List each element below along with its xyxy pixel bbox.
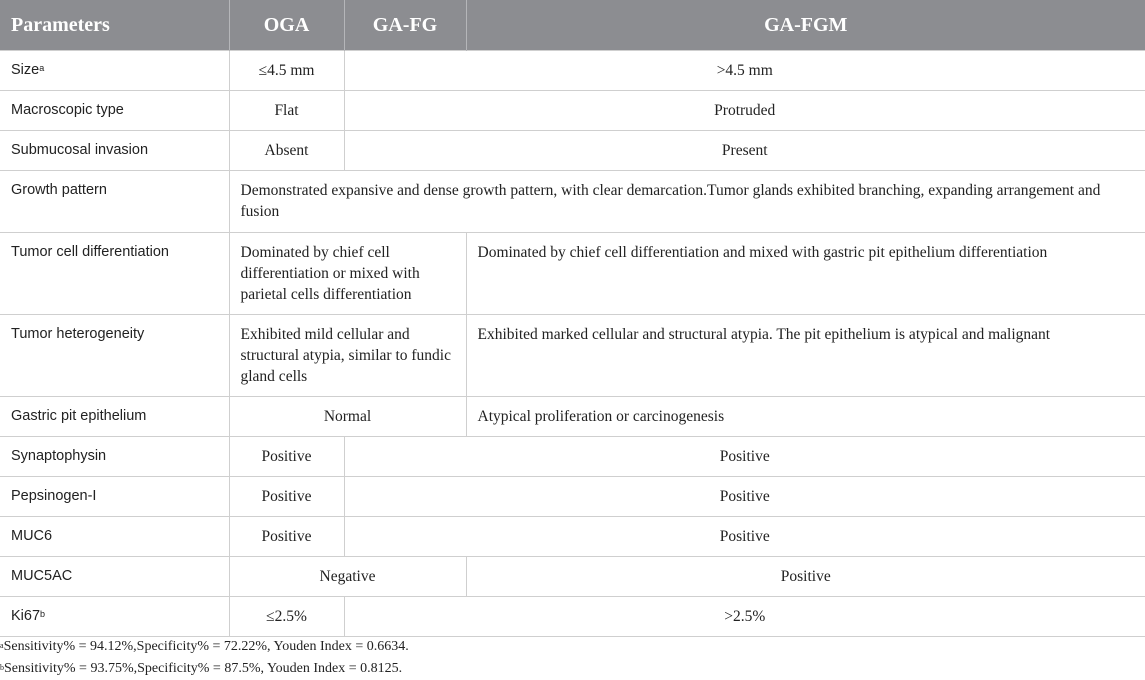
row-label-muc5ac: MUC5AC (0, 557, 229, 597)
submucosal-rest: Present (344, 131, 1145, 171)
footnote-a-mark: a (0, 641, 4, 650)
ki67-rest: >2.5% (344, 597, 1145, 637)
ki67-label: Ki67 (11, 608, 41, 624)
table-row (0, 557, 1145, 597)
table-row (0, 131, 1145, 171)
pepsinogen-rest: Positive (344, 477, 1145, 517)
size-rest: >4.5 mm (344, 51, 1145, 91)
muc5ac-right: Positive (466, 557, 1145, 597)
footnotes (0, 636, 409, 680)
header-gafg: GA-FG (344, 0, 466, 51)
row-label-differentiation: Tumor cell differentiation (0, 233, 229, 315)
pepsinogen-oga: Positive (229, 477, 344, 517)
growth-text: Demonstrated expansive and dense growth pattern, with clear demarcation.Tumor glands exhibited branching, expanding arrangement and fusion (229, 171, 1145, 233)
synaptophysin-rest: Positive (344, 437, 1145, 477)
row-label-macroscopic: Macroscopic type (0, 91, 229, 131)
header-oga: OGA (229, 0, 344, 51)
size-footnote-mark: a (39, 63, 45, 73)
table-row (0, 477, 1145, 517)
footnote-b-mark: b (0, 663, 4, 672)
heterogeneity-right: Exhibited marked cellular and structural atypia. The pit epithelium is atypical and malignant (466, 315, 1145, 397)
row-label-synaptophysin: Synaptophysin (0, 437, 229, 477)
ki67-footnote-mark: b (40, 609, 46, 619)
header-parameters: Parameters (0, 0, 229, 51)
table-row (0, 397, 1145, 437)
table-row (0, 51, 1145, 91)
muc6-oga: Positive (229, 517, 344, 557)
row-label-growth: Growth pattern (0, 171, 229, 233)
table-row (0, 517, 1145, 557)
header-row (0, 0, 1145, 51)
muc5ac-left: Negative (229, 557, 466, 597)
size-label: Size (11, 62, 40, 78)
table-row (0, 437, 1145, 477)
table-row (0, 315, 1145, 397)
ki67-oga: ≤2.5% (229, 597, 344, 637)
table-row (0, 233, 1145, 315)
differentiation-left: Dominated by chief cell differentiation or mixed with parietal cells differentiation (229, 233, 466, 315)
macro-rest: Protruded (344, 91, 1145, 131)
row-label-size (0, 51, 229, 91)
size-oga: ≤4.5 mm (229, 51, 344, 91)
synaptophysin-oga: Positive (229, 437, 344, 477)
heterogeneity-left: Exhibited mild cellular and structural atypia, similar to fundic gland cells (229, 315, 466, 397)
row-label-heterogeneity: Tumor heterogeneity (0, 315, 229, 397)
header-gafgm: GA-FGM (466, 0, 1145, 51)
row-label-pit: Gastric pit epithelium (0, 397, 229, 437)
row-label-muc6: MUC6 (0, 517, 229, 557)
footnote-a (0, 636, 409, 658)
table-row (0, 597, 1145, 637)
muc6-rest: Positive (344, 517, 1145, 557)
footnote-b-text: Sensitivity% = 93.75%,Specificity% = 87.5%, Youden Index = 0.8125. (4, 661, 403, 676)
row-label-submucosal: Submucosal invasion (0, 131, 229, 171)
table-row (0, 91, 1145, 131)
pit-left: Normal (229, 397, 466, 437)
footnote-a-text: Sensitivity% = 94.12%,Specificity% = 72.22%, Youden Index = 0.6634. (3, 639, 409, 654)
macro-oga: Flat (229, 91, 344, 131)
table-row (0, 171, 1145, 233)
differentiation-right: Dominated by chief cell differentiation and mixed with gastric pit epithelium differentiation (466, 233, 1145, 315)
footnote-b (0, 658, 409, 680)
submucosal-oga: Absent (229, 131, 344, 171)
row-label-pepsinogen: Pepsinogen-I (0, 477, 229, 517)
row-label-ki67 (0, 597, 229, 637)
pit-right: Atypical proliferation or carcinogenesis (466, 397, 1145, 437)
